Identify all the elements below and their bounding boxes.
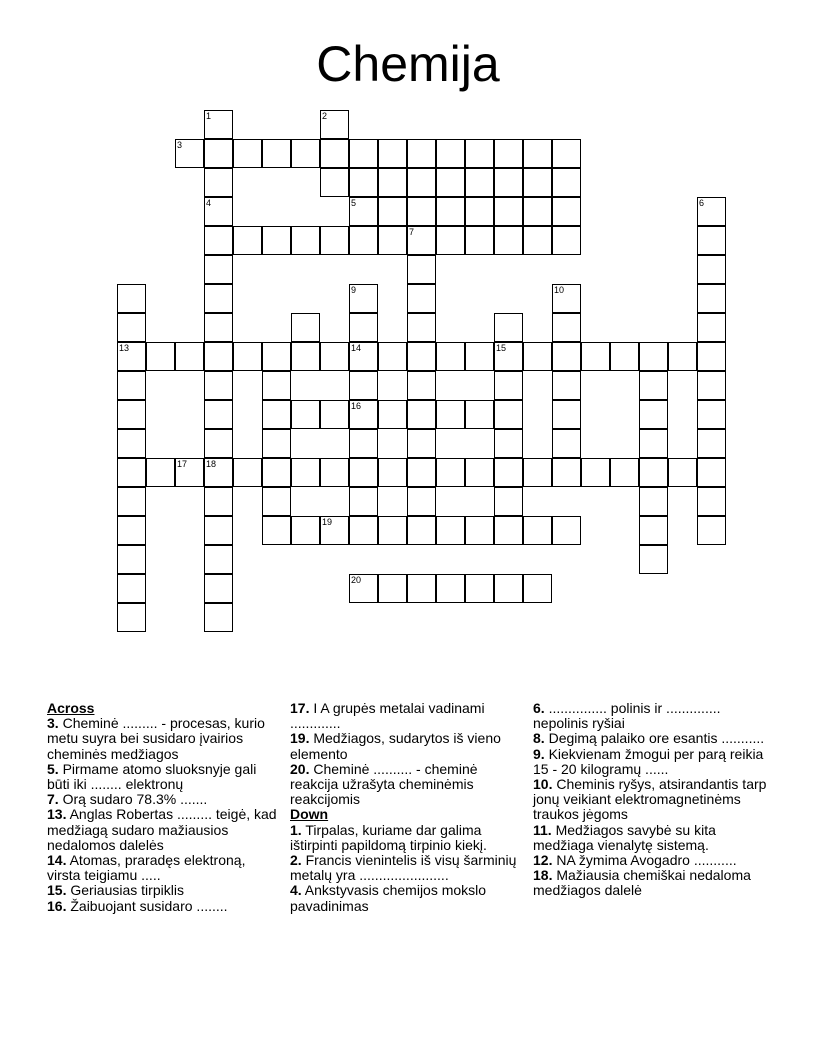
grid-cell[interactable] <box>610 342 639 371</box>
clue-item-number: 20. <box>290 760 310 777</box>
grid-cell[interactable] <box>204 400 233 429</box>
grid-cell[interactable] <box>552 458 581 487</box>
grid-cell[interactable] <box>233 139 262 168</box>
clue-item <box>290 883 520 913</box>
clue-item <box>290 823 520 853</box>
grid-cell[interactable] <box>291 342 320 371</box>
grid-cell[interactable] <box>320 139 349 168</box>
grid-cell[interactable] <box>523 342 552 371</box>
clue-item-number: 6. <box>533 700 545 716</box>
grid-cell[interactable] <box>523 458 552 487</box>
grid-cell[interactable] <box>639 342 668 371</box>
grid-cell[interactable] <box>146 342 175 371</box>
grid-cell[interactable] <box>378 516 407 545</box>
grid-cell[interactable] <box>175 458 204 487</box>
clue-number: 18 <box>206 459 217 469</box>
grid-cell[interactable] <box>465 574 494 603</box>
grid-cell[interactable] <box>262 139 291 168</box>
grid-cell[interactable] <box>552 342 581 371</box>
clue-number: 16 <box>351 401 362 411</box>
grid-cell[interactable] <box>639 516 668 545</box>
grid-cell[interactable] <box>117 284 146 313</box>
grid-cell[interactable] <box>494 487 523 516</box>
grid-cell[interactable] <box>697 284 726 313</box>
grid-cell[interactable] <box>668 458 697 487</box>
clue-number: 13 <box>119 343 130 353</box>
grid-cell[interactable] <box>697 429 726 458</box>
clue-item-text: Medžiagos savybė su kita medžiaga vienalytę sistemą. <box>533 821 716 853</box>
grid-cell[interactable] <box>639 458 668 487</box>
grid-cell[interactable] <box>262 516 291 545</box>
grid-cell[interactable] <box>494 342 523 371</box>
clue-column-1 <box>47 701 282 914</box>
clue-item-number: 5. <box>47 760 59 777</box>
clue-item <box>533 701 768 731</box>
section-header: Down <box>290 806 329 823</box>
clue-item-number: 11. <box>533 821 552 838</box>
grid-cell[interactable] <box>378 342 407 371</box>
grid-cell[interactable] <box>436 168 465 197</box>
grid-cell[interactable] <box>349 226 378 255</box>
grid-cell[interactable] <box>465 458 494 487</box>
grid-cell[interactable] <box>407 574 436 603</box>
clue-item-number: 17. <box>290 700 310 716</box>
clue-item <box>47 899 282 914</box>
grid-cell[interactable] <box>436 516 465 545</box>
clue-item <box>47 853 282 883</box>
clue-item <box>533 731 768 746</box>
grid-cell[interactable] <box>320 110 349 139</box>
grid-cell[interactable] <box>320 226 349 255</box>
grid-cell[interactable] <box>378 458 407 487</box>
grid-cell[interactable] <box>552 226 581 255</box>
grid-cell[interactable] <box>117 400 146 429</box>
grid-cell[interactable] <box>697 516 726 545</box>
grid-cell[interactable] <box>639 371 668 400</box>
clue-item-text: Medžiagos, sudarytos iš vieno elemento <box>290 730 501 762</box>
grid-cell[interactable] <box>204 168 233 197</box>
grid-cell[interactable] <box>494 168 523 197</box>
grid-cell[interactable] <box>204 342 233 371</box>
clue-number: 2 <box>322 111 328 121</box>
grid-cell[interactable] <box>552 429 581 458</box>
grid-cell[interactable] <box>320 168 349 197</box>
clue-item-text: Ankstyvasis chemijos mokslo pavadinimas <box>290 882 487 914</box>
grid-cell[interactable] <box>349 458 378 487</box>
grid-cell[interactable] <box>117 313 146 342</box>
grid-cell[interactable] <box>552 168 581 197</box>
clue-item-number: 19. <box>290 730 310 747</box>
grid-cell[interactable] <box>117 458 146 487</box>
grid-cell[interactable] <box>610 458 639 487</box>
grid-cell[interactable] <box>436 197 465 226</box>
grid-cell[interactable] <box>552 516 581 545</box>
grid-cell[interactable] <box>349 284 378 313</box>
grid-cell[interactable] <box>494 516 523 545</box>
grid-cell[interactable] <box>639 487 668 516</box>
grid-cell[interactable] <box>523 168 552 197</box>
grid-cell[interactable] <box>465 342 494 371</box>
grid-cell[interactable] <box>320 400 349 429</box>
grid-cell[interactable] <box>291 458 320 487</box>
clue-item <box>533 853 768 868</box>
grid-cell[interactable] <box>552 313 581 342</box>
grid-cell[interactable] <box>465 139 494 168</box>
grid-cell[interactable] <box>523 226 552 255</box>
clue-item <box>533 823 768 853</box>
grid-cell[interactable] <box>378 226 407 255</box>
clue-item <box>47 807 282 853</box>
grid-cell[interactable] <box>407 400 436 429</box>
clue-item-text: Cheminė .......... - cheminė reakcija užrašyta cheminėmis reakcijomis <box>290 760 478 808</box>
clue-number: 4 <box>206 198 212 208</box>
clue-number: 6 <box>699 198 705 208</box>
grid-cell[interactable] <box>233 226 262 255</box>
grid-cell[interactable] <box>697 313 726 342</box>
grid-cell[interactable] <box>349 574 378 603</box>
grid-cell[interactable] <box>407 342 436 371</box>
clue-item <box>47 716 282 762</box>
page-title: Chemija <box>316 36 500 92</box>
grid-cell[interactable] <box>349 400 378 429</box>
grid-cell[interactable] <box>175 139 204 168</box>
grid-cell[interactable] <box>407 516 436 545</box>
clue-item-number: 8. <box>533 730 545 747</box>
clue-column-3 <box>533 701 768 899</box>
grid-cell[interactable] <box>262 487 291 516</box>
grid-cell[interactable] <box>407 371 436 400</box>
grid-cell[interactable] <box>146 458 175 487</box>
clue-item-text: Tirpalas, kuriame dar galima ištirpinti papildomą tirpinio kiekį. <box>290 821 487 853</box>
clue-number: 3 <box>177 140 183 150</box>
grid-cell[interactable] <box>697 458 726 487</box>
grid-cell[interactable] <box>494 371 523 400</box>
clue-item <box>290 853 520 883</box>
grid-cell[interactable] <box>320 342 349 371</box>
grid-cell[interactable] <box>494 197 523 226</box>
grid-cell[interactable] <box>523 574 552 603</box>
clue-number: 1 <box>206 111 212 121</box>
grid-cell[interactable] <box>291 516 320 545</box>
grid-cell[interactable] <box>639 429 668 458</box>
grid-cell[interactable] <box>697 255 726 284</box>
grid-cell[interactable] <box>407 168 436 197</box>
grid-cell[interactable] <box>581 458 610 487</box>
clue-item-text: Mažiausia chemiškai nedaloma medžiagos dalelė <box>533 867 751 899</box>
grid-cell[interactable] <box>465 168 494 197</box>
clue-item-number: 4. <box>290 882 302 899</box>
grid-cell[interactable] <box>349 516 378 545</box>
clue-item-number: 12. <box>533 852 553 869</box>
grid-cell[interactable] <box>697 197 726 226</box>
grid-cell[interactable] <box>204 603 233 632</box>
grid-cell[interactable] <box>697 487 726 516</box>
clue-number: 7 <box>409 227 415 237</box>
grid-cell[interactable] <box>349 197 378 226</box>
clue-number: 17 <box>177 459 188 469</box>
grid-cell[interactable] <box>494 574 523 603</box>
grid-cell[interactable] <box>262 400 291 429</box>
grid-cell[interactable] <box>349 429 378 458</box>
clue-item-number: 9. <box>533 745 545 762</box>
grid-cell[interactable] <box>204 284 233 313</box>
grid-cell[interactable] <box>407 458 436 487</box>
clue-item-text: Cheminis ryšys, atsirandantis tarp jonų veikiant elektromagnetinėms traukos jėgoms <box>533 776 767 823</box>
clue-item-text: Anglas Robertas ......... teigė, kad medžiagą sudaro mažiausios nedalomos dalelės <box>47 806 277 853</box>
clue-item-text: Orą sudaro 78.3% ....... <box>58 791 208 808</box>
grid-cell[interactable] <box>117 545 146 574</box>
grid-cell[interactable] <box>378 168 407 197</box>
grid-cell[interactable] <box>262 226 291 255</box>
clue-item <box>290 701 520 731</box>
grid-cell[interactable] <box>436 400 465 429</box>
grid-cell[interactable] <box>349 139 378 168</box>
grid-cell[interactable] <box>204 371 233 400</box>
clue-item-text: Degimą palaiko ore esantis ........... <box>544 730 765 747</box>
grid-cell[interactable] <box>436 139 465 168</box>
clue-number: 10 <box>554 285 565 295</box>
grid-cell[interactable] <box>668 342 697 371</box>
clue-item-text: ............... polinis ir .............. nepolinis ryšiai <box>533 700 721 732</box>
clue-item <box>533 868 768 898</box>
grid-cell[interactable] <box>262 371 291 400</box>
grid-cell[interactable] <box>465 197 494 226</box>
grid-cell[interactable] <box>552 400 581 429</box>
grid-cell[interactable] <box>697 342 726 371</box>
clue-item-number: 15. <box>47 882 67 899</box>
grid-cell[interactable] <box>204 255 233 284</box>
grid-cell[interactable] <box>523 516 552 545</box>
grid-cell[interactable] <box>175 342 204 371</box>
grid-cell[interactable] <box>291 139 320 168</box>
clue-number: 19 <box>322 517 333 527</box>
clue-item-number: 10. <box>533 776 553 793</box>
grid-cell[interactable] <box>233 458 262 487</box>
clue-item-text: Cheminė ......... - procesas, kurio metu suyra bei susidaro įvairios cheminės medžiagos <box>47 715 265 762</box>
grid-cell[interactable] <box>233 342 262 371</box>
clue-item-text: I A grupės metalai vadinami ............. <box>290 700 485 732</box>
clue-item <box>47 792 282 807</box>
grid-cell[interactable] <box>204 574 233 603</box>
grid-cell[interactable] <box>117 429 146 458</box>
grid-cell[interactable] <box>494 429 523 458</box>
clue-item-number: 14. <box>47 852 67 869</box>
grid-cell[interactable] <box>117 342 146 371</box>
grid-cell[interactable] <box>291 226 320 255</box>
grid-cell[interactable] <box>552 139 581 168</box>
grid-cell[interactable] <box>465 516 494 545</box>
grid-cell[interactable] <box>117 574 146 603</box>
grid-cell[interactable] <box>349 313 378 342</box>
clue-item <box>533 747 768 777</box>
clue-item <box>47 883 282 898</box>
grid-cell[interactable] <box>436 458 465 487</box>
grid-cell[interactable] <box>639 545 668 574</box>
grid-cell[interactable] <box>378 139 407 168</box>
grid-cell[interactable] <box>436 574 465 603</box>
clue-item-text: Francis vienintelis iš visų šarminių metalų yra ....................... <box>290 852 517 884</box>
clue-number: 20 <box>351 575 362 585</box>
grid-cell[interactable] <box>494 400 523 429</box>
grid-cell[interactable] <box>117 487 146 516</box>
clue-number: 14 <box>351 343 362 353</box>
grid-cell[interactable] <box>552 284 581 313</box>
clue-item <box>47 762 282 792</box>
grid-cell[interactable] <box>204 197 233 226</box>
clue-item-text: Žaibuojant susidaro ........ <box>66 897 228 914</box>
clue-item-number: 13. <box>47 806 67 823</box>
grid-cell[interactable] <box>204 313 233 342</box>
grid-cell[interactable] <box>552 371 581 400</box>
grid-cell[interactable] <box>291 313 320 342</box>
grid-cell[interactable] <box>465 400 494 429</box>
grid-cell[interactable] <box>349 371 378 400</box>
grid-cell[interactable] <box>581 342 610 371</box>
grid-cell[interactable] <box>378 197 407 226</box>
grid-cell[interactable] <box>204 458 233 487</box>
grid-cell[interactable] <box>494 458 523 487</box>
grid-cell[interactable] <box>436 342 465 371</box>
grid-cell[interactable] <box>552 197 581 226</box>
grid-cell[interactable] <box>494 313 523 342</box>
grid-cell[interactable] <box>204 139 233 168</box>
grid-cell[interactable] <box>407 139 436 168</box>
grid-cell[interactable] <box>697 226 726 255</box>
grid-cell[interactable] <box>407 197 436 226</box>
grid-cell[interactable] <box>320 516 349 545</box>
grid-cell[interactable] <box>407 487 436 516</box>
clue-number: 9 <box>351 285 357 295</box>
grid-cell[interactable] <box>494 139 523 168</box>
grid-cell[interactable] <box>204 545 233 574</box>
grid-cell[interactable] <box>494 226 523 255</box>
grid-cell[interactable] <box>262 342 291 371</box>
grid-cell[interactable] <box>291 400 320 429</box>
grid-cell[interactable] <box>262 458 291 487</box>
clue-item-number: 2. <box>290 852 302 869</box>
clue-item <box>533 777 768 823</box>
grid-cell[interactable] <box>117 516 146 545</box>
grid-cell[interactable] <box>349 168 378 197</box>
grid-cell[interactable] <box>523 197 552 226</box>
grid-cell[interactable] <box>465 226 494 255</box>
grid-cell[interactable] <box>204 487 233 516</box>
clue-number: 15 <box>496 343 507 353</box>
clue-item-text: Kiekvienam žmogui per parą reikia 15 - 20 kilogramų ...... <box>533 745 764 777</box>
grid-cell[interactable] <box>407 429 436 458</box>
grid-cell[interactable] <box>697 400 726 429</box>
grid-cell[interactable] <box>349 342 378 371</box>
clue-item-text: Atomas, praradęs elektroną, virsta teigiamu ..... <box>47 852 246 884</box>
grid-cell[interactable] <box>204 226 233 255</box>
grid-cell[interactable] <box>204 110 233 139</box>
clue-item-text: Geriausias tirpiklis <box>66 882 184 899</box>
clue-item <box>290 762 520 808</box>
clue-item-number: 18. <box>533 867 553 884</box>
clue-number: 5 <box>351 198 357 208</box>
grid-cell[interactable] <box>262 429 291 458</box>
clue-item-number: 7. <box>47 791 59 808</box>
grid-cell[interactable] <box>320 458 349 487</box>
clue-item <box>290 731 520 761</box>
grid-cell[interactable] <box>117 603 146 632</box>
grid-cell[interactable] <box>349 487 378 516</box>
clue-column-2 <box>290 701 520 914</box>
clue-item-text: Pirmame atomo sluoksnyje gali būti iki ........ elektronų <box>47 760 257 793</box>
grid-cell[interactable] <box>639 400 668 429</box>
grid-cell[interactable] <box>204 516 233 545</box>
grid-cell[interactable] <box>407 284 436 313</box>
grid-cell[interactable] <box>204 429 233 458</box>
grid-cell[interactable] <box>407 313 436 342</box>
clue-item-number: 16. <box>47 897 67 914</box>
grid-cell[interactable] <box>378 574 407 603</box>
grid-cell[interactable] <box>407 226 436 255</box>
grid-cell[interactable] <box>523 139 552 168</box>
clue-item-text: NA žymima Avogadro ........... <box>552 852 737 869</box>
grid-cell[interactable] <box>697 371 726 400</box>
grid-cell[interactable] <box>378 400 407 429</box>
grid-cell[interactable] <box>407 255 436 284</box>
clue-item-number: 1. <box>290 821 302 838</box>
section-header: Across <box>47 700 95 716</box>
clue-item-number: 3. <box>47 715 59 732</box>
grid-cell[interactable] <box>117 371 146 400</box>
grid-cell[interactable] <box>436 226 465 255</box>
